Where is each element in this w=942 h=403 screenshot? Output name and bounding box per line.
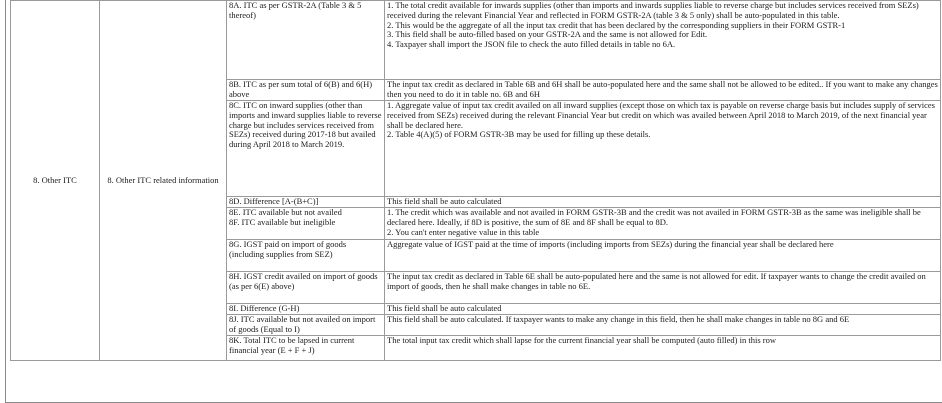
field-label: 8B. ITC as per sum total of 6(B) and 6(H) above (229, 79, 373, 99)
instruction-line: 3. This field shall be auto-filled based on your GSTR-2A and the same is not allowed for Edit. (387, 29, 708, 40)
field-cell (227, 1, 385, 80)
instructions-cell (385, 304, 941, 315)
instruction-line: The input tax credit as declared in Table 6E shall be auto-populated here and the same is not allowed for edit. If taxpayer wants to change the credit availed on import of goods, then he shall make changes in table no 6E. (387, 271, 926, 291)
field-label: 8I. Difference (G-H) (229, 303, 300, 313)
field-label: 8J. ITC available but not availed on import of goods (Equal to I) (229, 314, 376, 334)
section-label: 8. Other ITC (33, 174, 77, 185)
gstr9-other-itc-table (10, 0, 941, 361)
instruction-line: The input tax credit as declared in Table 6B and 6H shall be auto-populated here and the same shall not be allowed to be edited.. If you want to make any changes then you need to do it in table no. 6B and 6H (387, 79, 938, 99)
section-label-cell (11, 1, 100, 361)
instruction-line: 4. Taxpayer shall import the JSON file to check the auto filled details in table no 6A. (387, 39, 676, 50)
instruction-line: This field shall be auto calculated (387, 196, 502, 206)
instruction-line: 2. You can't enter negative value in this table (387, 226, 540, 237)
field-cell (227, 80, 385, 101)
instructions-cell (385, 101, 941, 197)
instruction-line: Aggregate value of IGST paid at the time of imports (including imports from SEZs) during the financial year shall be declared here (387, 239, 834, 249)
subsection-label-cell (100, 1, 227, 361)
instructions-cell (385, 336, 941, 361)
field-label: 8F. ITC available but ineligible (229, 216, 336, 227)
instructions-cell (385, 272, 941, 304)
instructions-cell (385, 80, 941, 101)
instruction-line: 1. The credit which was available and not availed in FORM GSTR-3B and the credit was not availed in FORM GSTR-3B as the same was ineligible shall be declared here. Ideally, if 8D is positive, the sum of 8E and 8F shall be equal to 8D. (387, 207, 921, 227)
table-row-8a (11, 1, 941, 80)
instruction-line: This field shall be auto calculated. If taxpayer wants to make any change in this field, then he shall make changes in table no 8G and 6E (387, 314, 850, 324)
field-cell (227, 197, 385, 208)
field-label: 8A. ITC as per GSTR-2A (Table 3 & 5 thereof) (229, 0, 362, 20)
field-cell (227, 272, 385, 304)
instructions-cell (385, 197, 941, 208)
field-cell (227, 208, 385, 240)
field-cell (227, 315, 385, 336)
field-label: 8E. ITC available but not availed (229, 207, 342, 217)
field-label: 8D. Difference [A-(B+C)] (229, 196, 319, 206)
field-cell (227, 336, 385, 361)
field-label: 8K. Total ITC to be lapsed in current financial year (E + F + J) (229, 335, 355, 355)
subsection-label: 8. Other ITC related information (107, 174, 219, 185)
field-label: 8C. ITC on inward supplies (other than imports and inward supplies liable to reverse charge but includes services received from SEZs) received during 2017-18 but availed during April 2018 to March 2019. (229, 100, 382, 150)
instruction-line: This field shall be auto calculated (387, 303, 502, 313)
instruction-line: 2. Table 4(A)(5) of FORM GSTR-3B may be used for filling up these details. (387, 129, 651, 140)
instructions-cell (385, 208, 941, 240)
field-cell (227, 101, 385, 197)
instruction-line: 1. Aggregate value of input tax credit availed on all inward supplies (except those on which tax is payable on reverse charge basis but includes supply of services received from SEZs) received during the relevant Financial Year but credit on which was availed between April 2018 to March 2019, of the next financial year shall be declared here. (387, 100, 935, 130)
field-label: 8H. IGST credit availed on import of goods (as per 6(E) above) (229, 271, 378, 291)
instructions-cell (385, 315, 941, 336)
instruction-line: 1. The total credit available for inwards supplies (other than imports and inwards supplies liable to reverse charge but includes services received from SEZs) received during the relevant Financial Year and reflected in FORM GSTR-2A (table 3 & 5 only) shall be auto-populated in this table. (387, 0, 919, 20)
field-cell (227, 304, 385, 315)
field-label: 8G. IGST paid on import of goods (including supplies from SEZ) (229, 239, 347, 259)
instructions-cell (385, 240, 941, 272)
instruction-line: 2. This would be the aggregate of all the input tax credit that has been declared by the corresponding suppliers in their FORM GSTR-1 (387, 19, 846, 30)
field-cell (227, 240, 385, 272)
instructions-cell (385, 1, 941, 80)
instruction-line: The total input tax credit which shall lapse for the current financial year shall be computed (auto filled) in this row (387, 335, 776, 345)
